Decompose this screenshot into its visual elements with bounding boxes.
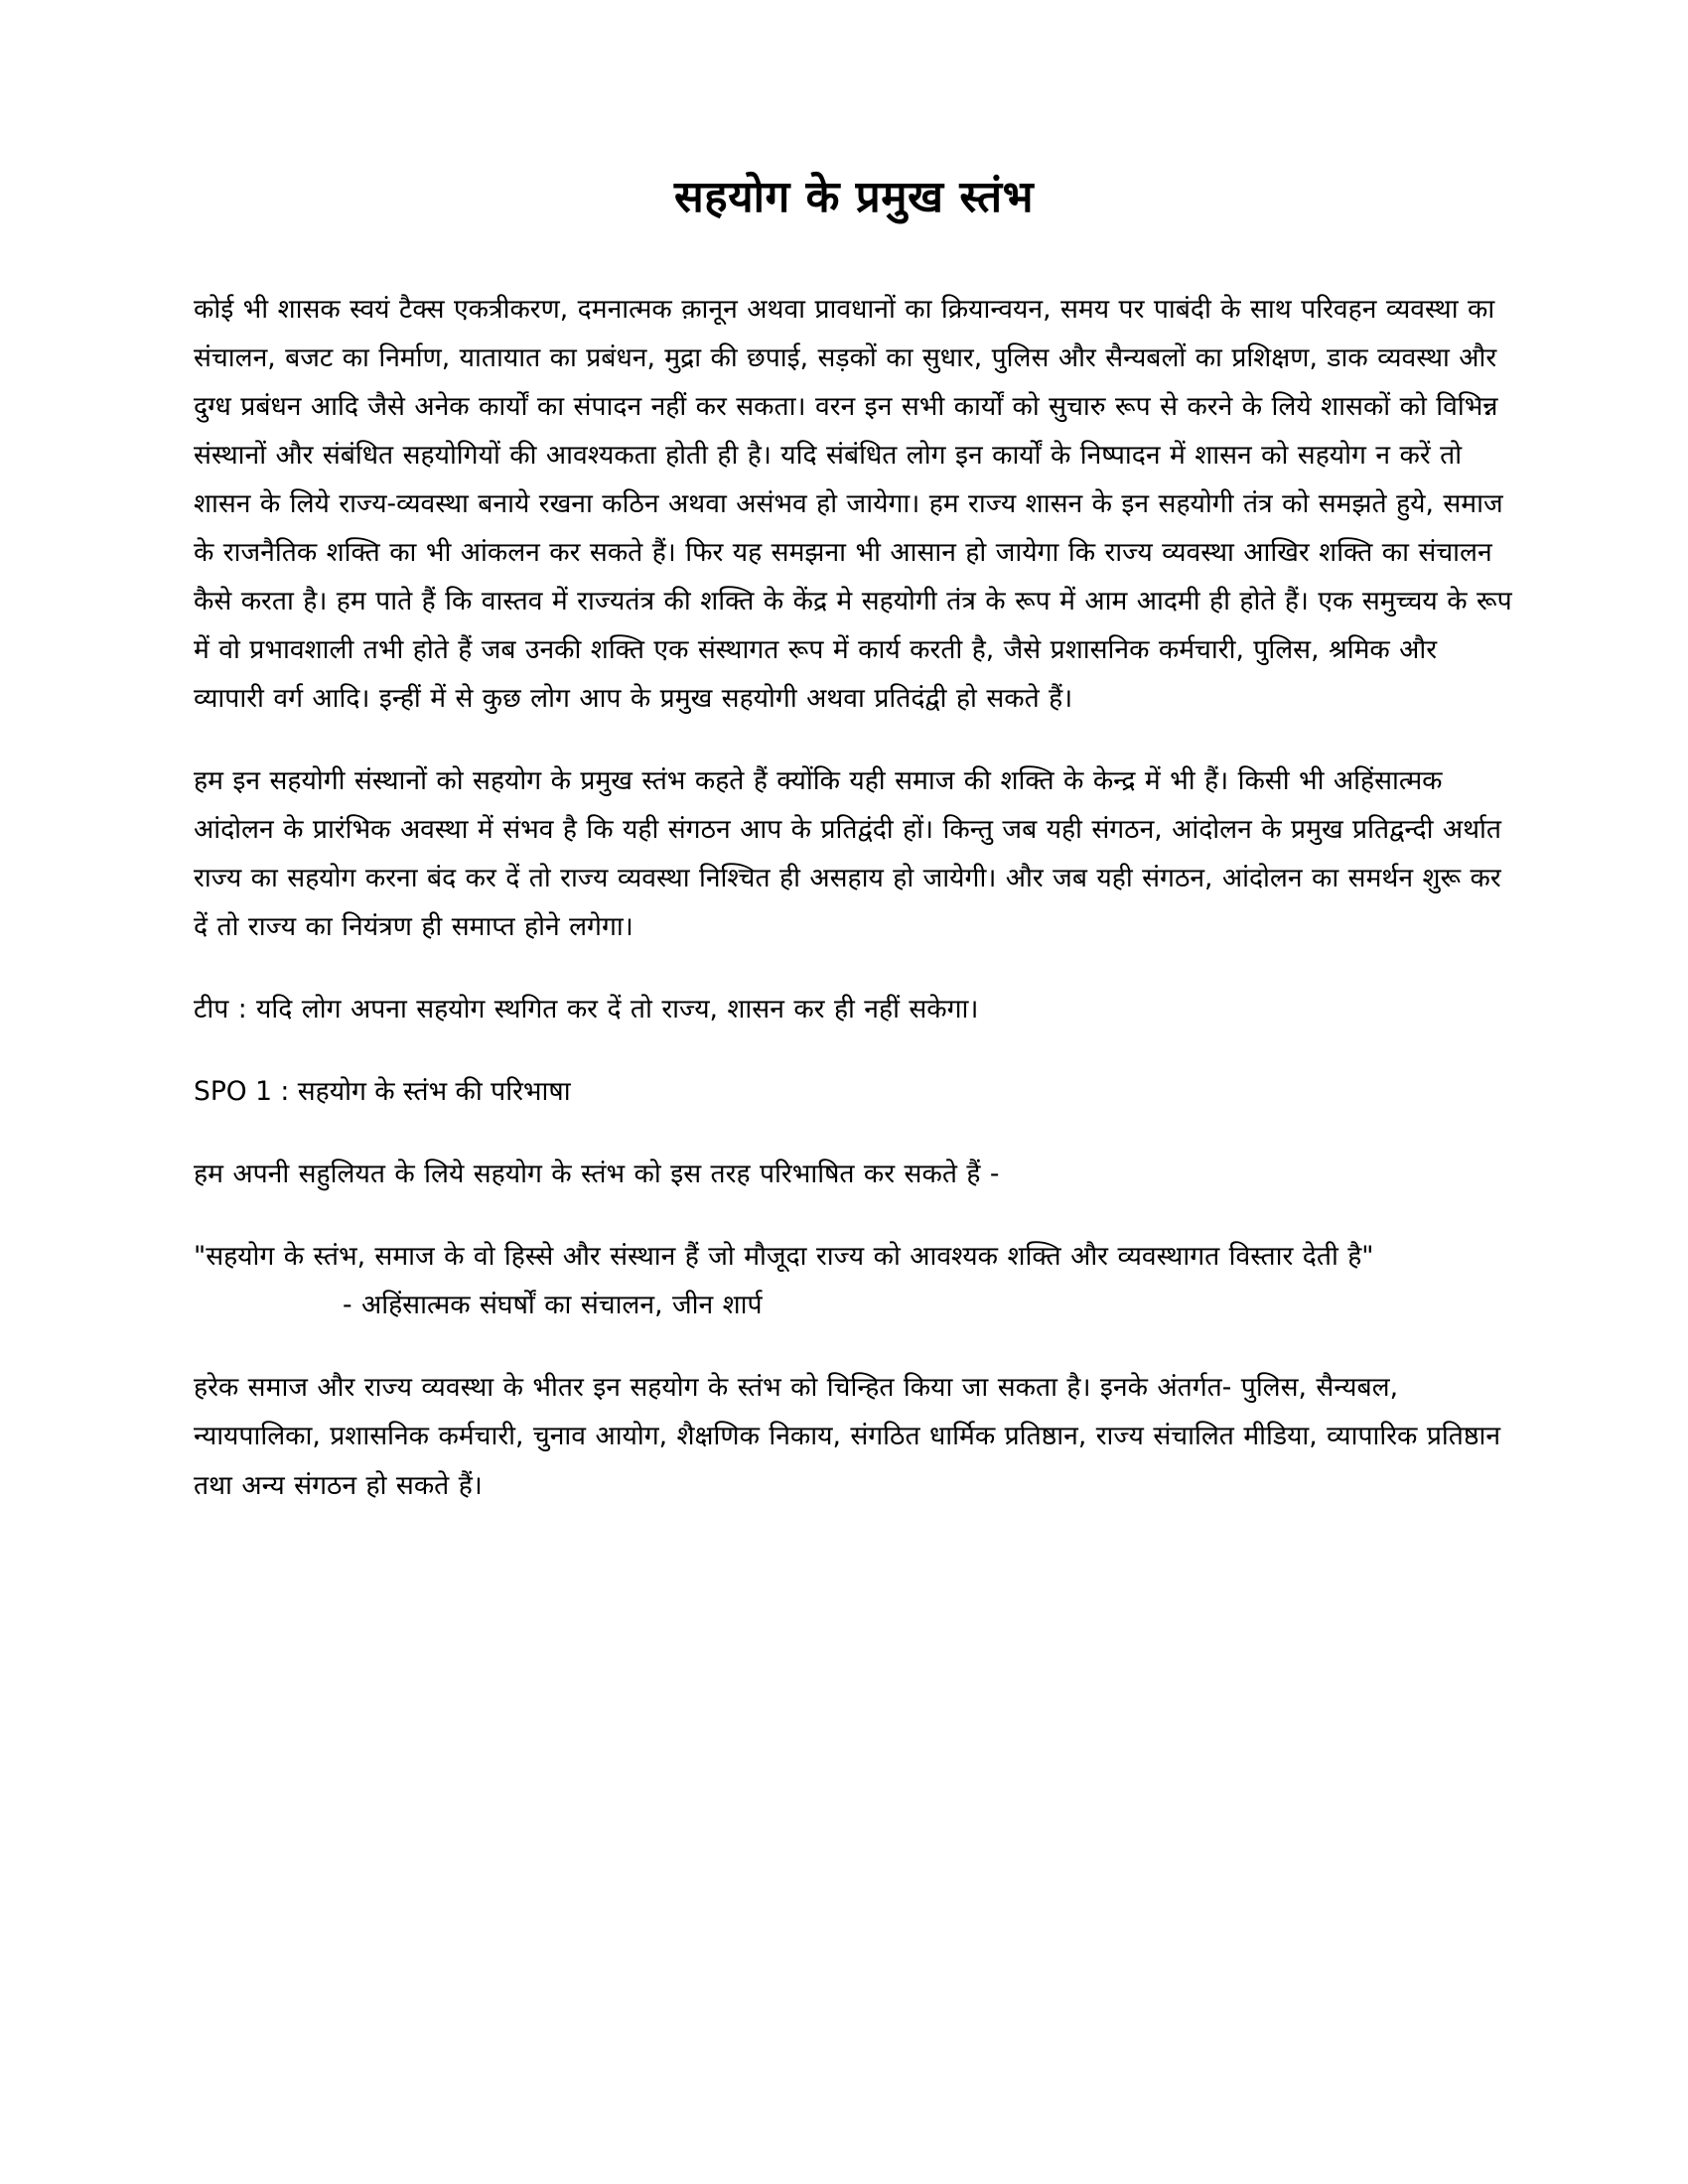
definition-intro: हम अपनी सहुलियत के लिये सहयोग के स्तंभ को इस तरह परिभाषित कर सकते हैं - [194, 1159, 1000, 1190]
spo-heading: SPO 1 : सहयोग के स्तंभ की परिभाषा [194, 1076, 571, 1108]
paragraph-closing: हरेक समाज और राज्य व्यवस्था के भीतर इन सहयोग के स्तंभ को चिन्हित किया जा सकता है। इनके अंतर्गत- पुलिस, सैन्यबल, न्यायपालिका, प्रशासनिक कर्मचारी, चुनाव आयोग, शैक्षणिक निकाय, संगठित धार्मिक प्रतिष्ठान, राज्य संचालित मीडिया, व्यापारिक प्रतिष्ठान तथा अन्य संगठन हो सकते हैं। [194, 1372, 1501, 1501]
quote-attribution: - अहिंसात्मक संघर्षों का संचालन, जीन शार्प [343, 1290, 763, 1321]
paragraph-pillars: हम इन सहयोगी संस्थानों को सहयोग के प्रमुख स्तंभ कहते हैं क्योंकि यही समाज की शक्ति के केन्द्र में भी हैं। किसी भी अहिंसात्मक आंदोलन के प्रारंभिक अवस्था में संभव है कि यही संगठन आप के प्रतिद्वंदी हों। किन्तु जब यही संगठन, आंदोलन के प्रमुख प्रतिद्वन्दी अर्थात राज्य का सहयोग करना बंद कर दें तो राज्य व्यवस्था निश्चित ही असहाय हो जायेगी। और जब यही संगठन, आंदोलन का समर्थन शुरू कर दें तो राज्य का नियंत्रण ही समाप्त होने लगेगा। [194, 765, 1502, 943]
page-title: सहयोग के प्रमुख स्तंभ [673, 172, 1034, 222]
paragraph-note: टीप : यदि लोग अपना सहयोग स्थगित कर दें तो राज्य, शासन कर ही नहीं सकेगा। [194, 994, 979, 1025]
paragraph-intro: कोई भी शासक स्वयं टैक्स एकत्रीकरण, दमनात्मक क़ानून अथवा प्रावधानों का क्रियान्वयन, समय पर पाबंदी के साथ परिवहन व्यवस्था का संचालन, बजट का निर्माण, यातायात का प्रबंधन, मुद्रा की छपाई, सड़कों का सुधार, पुलिस और सैन्यबलों का प्रशिक्षण, डाक व्यवस्था और दुग्ध प्रबंधन आदि जैसे अनेक कार्यों का संपादन नहीं कर सकता। वरन इन सभी कार्यों को सुचारु रूप से करने के लिये शासकों को विभिन्न संस्थानों और संबंधित सहयोगियों की आवश्यकता होती ही है। यदि संबंधित लोग इन कार्यों के निष्पादन में शासन को सहयोग न करें तो शासन के लिये राज्य-व्यवस्था बनाये रखना कठिन अथवा असंभव हो जायेगा। हम राज्य शासन के इन सहयोगी तंत्र को समझते हुये, समाज के राजनैतिक शक्ति का भी आंकलन कर सकते हैं। फिर यह समझना भी आसान हो जायेगा कि राज्य व्यवस्था आखिर शक्ति का संचालन कैसे करता है। हम पाते हैं कि वास्तव में राज्यतंत्र की शक्ति के केंद्र मे सहयोगी तंत्र के रूप में आम आदमी ही होते हैं। एक समुच्चय के रूप में वो प्रभावशाली तभी होते हैं जब उनकी शक्ति एक संस्थागत रूप में कार्य करती है, जैसे प्रशासनिक कर्मचारी, पुलिस, श्रमिक और व्यापारी वर्ग आदि। इन्हीं में से कुछ लोग आप के प्रमुख सहयोगी अथवा प्रतिदंद्वी हो सकते हैं। [194, 294, 1512, 715]
definition-quote [194, 1232, 1514, 1329]
quote-text: "सहयोग के स्तंभ, समाज के वो हिस्से और संस्थान हैं जो मौजूदा राज्य को आवश्यक शक्ति और व्यवस्थागत विस्तार देती है" [194, 1241, 1374, 1273]
